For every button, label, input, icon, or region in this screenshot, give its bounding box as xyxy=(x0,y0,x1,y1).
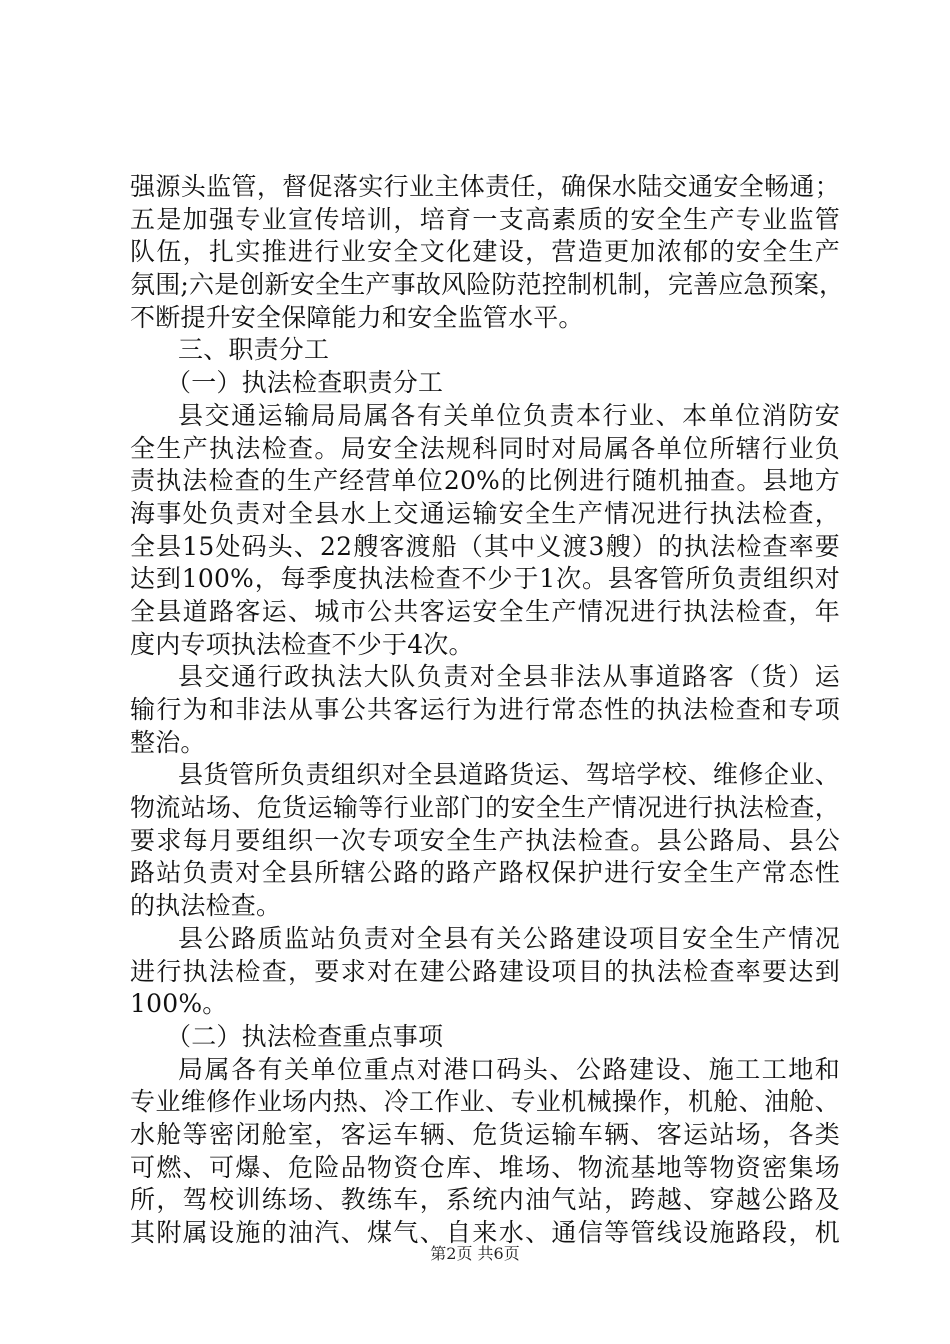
document-body xyxy=(130,171,845,1250)
text-line: 不断提升安全保障能力和安全监管水平。 xyxy=(130,302,584,332)
text-line: 可燃、可爆、危险品物资仓库、堆场、物流基地等物资密集场 xyxy=(130,1152,840,1182)
text-line: 要求每月要组织一次专项安全生产执法检查。县公路局、县公 xyxy=(130,825,840,855)
subsection-heading: （一）执法检查职责分工 xyxy=(166,368,444,398)
text-line: 整治。 xyxy=(130,727,206,757)
text-line: 度内专项执法检查不少于4次。 xyxy=(130,629,474,659)
text-line: 全县道路客运、城市公共客运安全生产情况进行执法检查，年 xyxy=(130,596,840,626)
text-line: 县交通运输局局属各有关单位负责本行业、本单位消防安 xyxy=(178,400,840,430)
text-line: 所，驾校训练场、教练车，系统内油气站，跨越、穿越公路及 xyxy=(130,1185,840,1215)
text-line: 进行执法检查，要求对在建公路建设项目的执法检查率要达到 xyxy=(130,956,840,986)
text-line: 氛围;六是创新安全生产事故风险防范控制机制，完善应急预案， xyxy=(130,270,845,300)
text-line: 五是加强专业宣传培训，培育一支高素质的安全生产专业监管 xyxy=(130,204,840,234)
text-line: 输行为和非法从事公共客运行为进行常态性的执法检查和专项 xyxy=(130,695,840,724)
text-line: 责执法检查的生产经营单位20%的比例进行随机抽查。县地方 xyxy=(130,466,840,496)
text-line: 队伍，扎实推进行业安全文化建设，营造更加浓郁的安全生产 xyxy=(130,237,840,267)
text-line: 全生产执法检查。局安全法规科同时对局属各单位所辖行业负 xyxy=(130,433,840,463)
text-line: 物流站场、危货运输等行业部门的安全生产情况进行执法检查， xyxy=(130,793,840,823)
page-number: 第2页 共6页 xyxy=(430,1244,520,1263)
text-line: 县交通行政执法大队负责对全县非法从事道路客（货）运 xyxy=(178,662,840,692)
text-line: 县公路质监站负责对全县有关公路建设项目安全生产情况 xyxy=(178,923,840,953)
text-line: 海事处负责对全县水上交通运输安全生产情况进行执法检查， xyxy=(130,498,840,528)
text-line: 水舱等密闭舱室，客运车辆、危货运输车辆、客运站场，各类 xyxy=(130,1119,840,1149)
text-line: 达到100%，每季度执法检查不少于1次。县客管所负责组织对 xyxy=(130,564,840,594)
subsection-heading: （二）执法检查重点事项 xyxy=(166,1021,444,1051)
text-line: 县货管所负责组织对全县道路货运、驾培学校、维修企业、 xyxy=(178,760,840,790)
text-line: 100%。 xyxy=(130,989,228,1019)
text-line: 其附属设施的油汽、煤气、自来水、通信等管线设施路段，机 xyxy=(130,1218,840,1247)
text-line: 的执法检查。 xyxy=(130,891,282,921)
text-line: 路站负责对全县所辖公路的路产路权保护进行安全生产常态性 xyxy=(130,858,840,888)
text-line: 全县15处码头、22艘客渡船（其中义渡3艘）的执法检查率要 xyxy=(130,531,840,561)
text-line: 专业维修作业场内热、冷工作业、专业机械操作，机舱、油舱、 xyxy=(130,1087,840,1117)
section-heading: 三、职责分工 xyxy=(178,335,330,365)
text-line: 局属各有关单位重点对港口码头、公路建设、施工工地和 xyxy=(178,1054,840,1084)
text-line: 强源头监管，督促落实行业主体责任，确保水陆交通安全畅通； xyxy=(130,172,840,201)
